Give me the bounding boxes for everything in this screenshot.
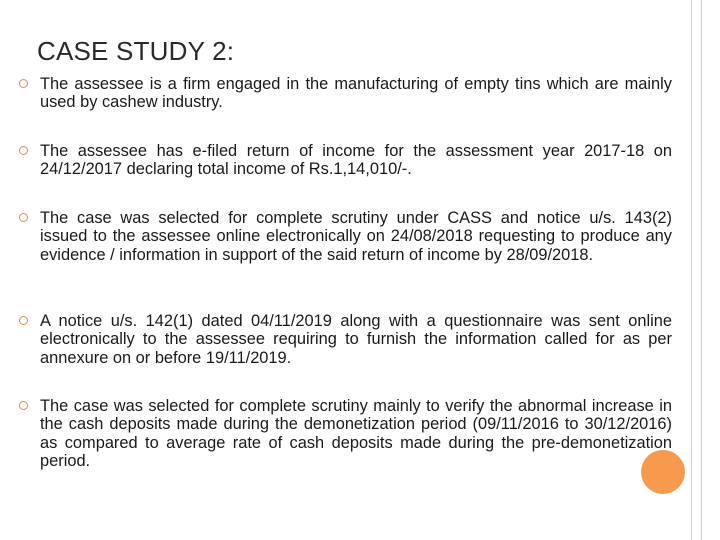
bullet-icon	[19, 79, 28, 88]
bullet-text-1: The assessee is a firm engaged in the manufacturing of empty tins which are mainly used by cashew industry.	[40, 75, 672, 112]
decorative-line-left	[691, 0, 692, 540]
bullet-text-4: A notice u/s. 142(1) dated 04/11/2019 along with a questionnaire was sent online electronically to the assessee requiring to furnish the information called for as per annexure on or before 19/11/2019.	[40, 312, 672, 367]
bullet-icon	[19, 401, 28, 410]
slide-title: CASE STUDY 2:	[37, 36, 235, 66]
bullet-icon	[19, 213, 28, 222]
decorative-line-right	[701, 0, 702, 540]
bullet-text-2: The assessee has e-filed return of income for the assessment year 2017-18 on 24/12/2017 declaring total income of Rs.1,14,010/-.	[40, 142, 672, 179]
bullet-text-5: The case was selected for complete scrutiny mainly to verify the abnormal increase in the cash deposits made during the demonetization period (09/11/2016 to 30/12/2016) as compared to average rate of cash deposits made during the pre-demonetization period.	[40, 397, 672, 470]
bullet-icon	[19, 146, 28, 155]
bullet-icon	[19, 316, 28, 325]
bullet-text-3: The case was selected for complete scrutiny under CASS and notice u/s. 143(2) issued to the assessee online electronically on 24/08/2018 requesting to produce any evidence / information in support of the said return of income by 28/09/2018.	[40, 209, 672, 264]
